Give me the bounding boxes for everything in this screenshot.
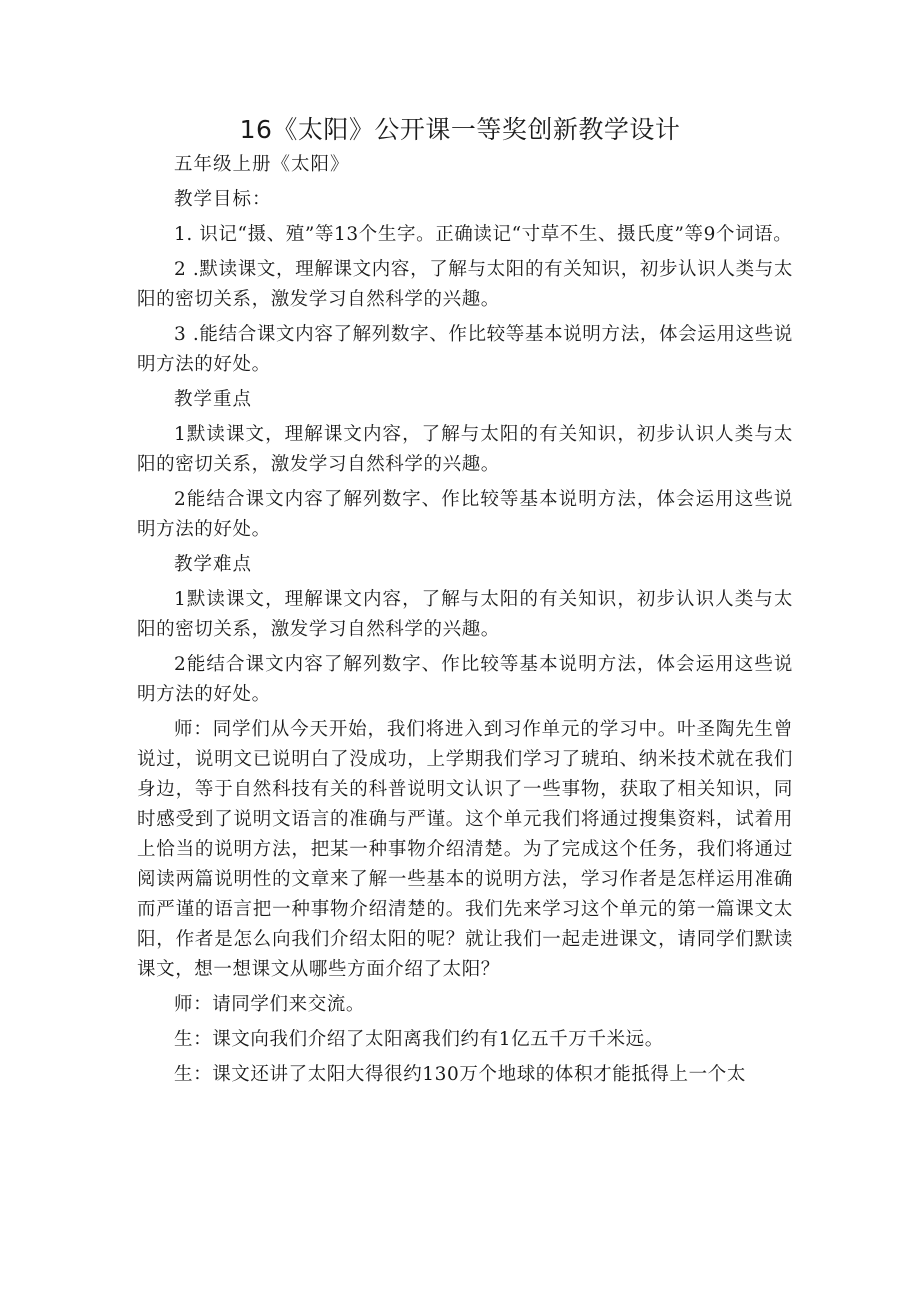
section-heading-key-points: 教学重点 (174, 389, 253, 410)
section-heading-difficulties: 教学难点 (174, 554, 253, 575)
difficulty-item: 1默读课文，理解课文内容，了解与太阳的有关知识，初步认识人类与太阳的密切关系，激发学习自然科学的兴趣。 (137, 589, 793, 640)
section-heading-objectives: 教学目标： (174, 189, 272, 210)
document-body (137, 150, 793, 1095)
key-point-item: 1默读课文，理解课文内容，了解与太阳的有关知识，初步认识人类与太阳的密切关系，激发学习自然科学的兴趣。 (137, 424, 793, 475)
document-title: 16《太阳》公开课一等奖创新教学设计 (239, 115, 681, 144)
objective-item: 2 .默读课文，理解课文内容，了解与太阳的有关知识，初步认识人类与太阳的密切关系，激发学习自然科学的兴趣。 (137, 259, 793, 310)
dialogue-student: 生：课文还讲了太阳大得很约130万个地球的体积才能抵得上一个太 (174, 1064, 746, 1085)
dialogue-teacher: 师：同学们从今天开始，我们将进入到习作单元的学习中。叶圣陶先生曾说过，说明文已说明白了没成功，上学期我们学习了琥珀、纳米技术就在我们身边，等于自然科技有关的科普说明文认识了一些事物，获取了相关知识，同时感受到了说明文语言的准确与严谨。这个单元我们将通过搜集资料，试着用上恰当的说明方法，把某一种事物介绍清楚。为了完成这个任务，我们将通过阅读两篇说明性的文章来了解一些基本的说明方法，学习作者是怎样运用准确而严谨的语言把一种事物介绍清楚的。我们先来学习这个单元的第一篇课文太阳，作者是怎么向我们介绍太阳的呢？就让我们一起走进课文，请同学们默读课文，想一想课文从哪些方面介绍了太阳？ (137, 719, 793, 980)
objective-item: 3 .能结合课文内容了解列数字、作比较等基本说明方法，体会运用这些说明方法的好处。 (137, 324, 793, 375)
key-point-item: 2能结合课文内容了解列数字、作比较等基本说明方法，体会运用这些说明方法的好处。 (137, 489, 793, 540)
grade-label: 五年级上册《太阳》 (174, 154, 350, 175)
difficulty-item: 2能结合课文内容了解列数字、作比较等基本说明方法，体会运用这些说明方法的好处。 (137, 654, 793, 705)
dialogue-student: 生：课文向我们介绍了太阳离我们约有1亿五千万千米远。 (174, 1029, 664, 1050)
objective-item: 1. 识记“摄、殖”等13个生字。正确读记“寸草不生、摄氏度”等9个词语。 (174, 224, 793, 245)
dialogue-teacher: 师：请同学们来交流。 (174, 994, 366, 1015)
